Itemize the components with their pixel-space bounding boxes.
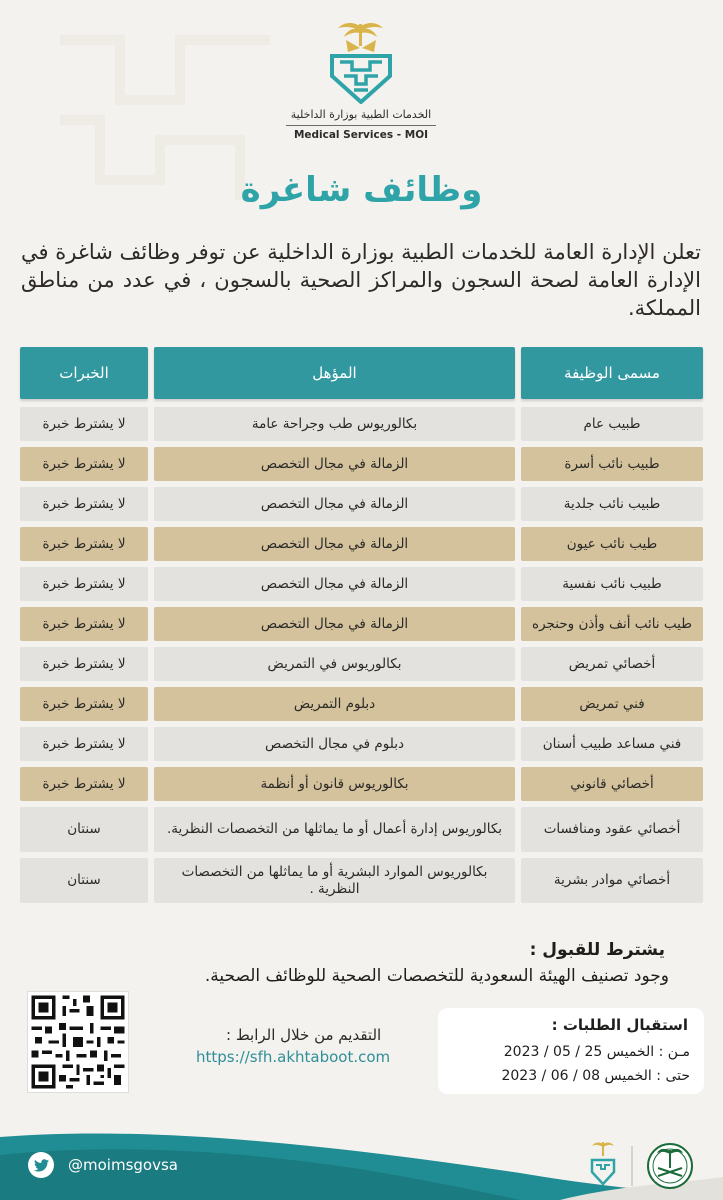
cell-qualification: دبلوم التمريض bbox=[154, 687, 515, 721]
cell-job: طبيب عام bbox=[521, 407, 703, 441]
cell-experience: لا يشترط خبرة bbox=[20, 647, 148, 681]
cell-experience: سنتان bbox=[20, 858, 148, 903]
header-logo bbox=[286, 18, 436, 141]
table-row bbox=[20, 447, 703, 481]
cell-job: طبيب نائب جلدية bbox=[521, 487, 703, 521]
logo-emblem-icon bbox=[326, 18, 396, 104]
cell-experience: لا يشترط خبرة bbox=[20, 607, 148, 641]
cell-job: فني مساعد طبيب أسنان bbox=[521, 727, 703, 761]
cell-qualification: بكالوريوس طب وجراحة عامة bbox=[154, 407, 515, 441]
cell-qualification: الزمالة في مجال التخصص bbox=[154, 487, 515, 521]
intro-paragraph: تعلن الإدارة العامة للخدمات الطبية بوزارة الداخلية عن توفر وظائف شاغرة في الإدارة العامة لصحة السجون والمراكز الصحية بالسجون ، في عدد من مناطق المملكة. bbox=[21, 240, 701, 320]
table-row bbox=[20, 647, 703, 681]
table-row bbox=[20, 687, 703, 721]
table-row bbox=[20, 567, 703, 601]
saudi-emblem-icon bbox=[648, 1144, 692, 1188]
footer-logos bbox=[590, 1138, 708, 1190]
application-dates-box bbox=[438, 1008, 704, 1094]
cell-qualification: بكالوريوس قانون أو أنظمة bbox=[154, 767, 515, 801]
cell-experience: لا يشترط خبرة bbox=[20, 727, 148, 761]
cell-experience: سنتان bbox=[20, 807, 148, 852]
table-row bbox=[20, 727, 703, 761]
cell-qualification: بكالوريوس الموارد البشرية أو ما يماثلها من التخصصات النظرية . bbox=[154, 858, 515, 903]
cell-experience: لا يشترط خبرة bbox=[20, 487, 148, 521]
cell-job: فني تمريض bbox=[521, 687, 703, 721]
apply-label: التقديم من خلال الرابط : bbox=[226, 1026, 382, 1044]
cell-qualification: الزمالة في مجال التخصص bbox=[154, 447, 515, 481]
twitter-handle-group[interactable] bbox=[28, 1152, 178, 1178]
date-from: مـن : الخميس 25 / 05 / 2023 bbox=[503, 1044, 690, 1060]
cell-experience: لا يشترط خبرة bbox=[20, 567, 148, 601]
apply-link[interactable]: https://sfh.akhtaboot.com bbox=[196, 1048, 391, 1066]
table-row bbox=[20, 607, 703, 641]
cell-qualification: الزمالة في مجال التخصص bbox=[154, 567, 515, 601]
logo-divider bbox=[286, 125, 436, 126]
cell-job: طبيب نائب أسرة bbox=[521, 447, 703, 481]
cell-job: طيب نائب عيون bbox=[521, 527, 703, 561]
cell-experience: لا يشترط خبرة bbox=[20, 767, 148, 801]
cell-job: طيب نائب أنف وأذن وحنجره bbox=[521, 607, 703, 641]
cell-experience: لا يشترط خبرة bbox=[20, 527, 148, 561]
table-row bbox=[20, 767, 703, 801]
logo-english-text: Medical Services - MOI bbox=[293, 129, 429, 141]
table-header bbox=[20, 347, 703, 399]
table-row bbox=[20, 487, 703, 521]
cell-experience: لا يشترط خبرة bbox=[20, 687, 148, 721]
table-row bbox=[20, 807, 703, 852]
header-experience: الخبرات bbox=[20, 347, 148, 399]
table-row bbox=[20, 527, 703, 561]
qr-code-icon[interactable] bbox=[27, 991, 129, 1093]
logo-emblem-icon bbox=[592, 1142, 614, 1184]
dates-title: استقبال الطلبات : bbox=[551, 1016, 688, 1034]
twitter-handle[interactable]: @moimsgovsa bbox=[68, 1156, 178, 1174]
cell-qualification: بكالوريوس في التمريض bbox=[154, 647, 515, 681]
date-to: حتى : الخميس 08 / 06 / 2023 bbox=[501, 1068, 690, 1084]
logo-arabic-text: الخدمات الطبية بوزارة الداخلية bbox=[290, 108, 432, 121]
table-row bbox=[20, 407, 703, 441]
conditions-text: وجود تصنيف الهيئة السعودية للتخصصات الصحية للوظائف الصحية. bbox=[204, 966, 669, 986]
table-row bbox=[20, 858, 703, 903]
cell-experience: لا يشترط خبرة bbox=[20, 407, 148, 441]
cell-qualification: بكالوريوس إدارة أعمال أو ما يماثلها من التخصصات النظرية. bbox=[154, 807, 515, 852]
jobs-table bbox=[20, 347, 703, 897]
header-qualification: المؤهل bbox=[154, 347, 515, 399]
cell-job: طبيب نائب نفسية bbox=[521, 567, 703, 601]
cell-job: أخصائي قانوني bbox=[521, 767, 703, 801]
twitter-icon[interactable] bbox=[28, 1152, 54, 1178]
cell-qualification: دبلوم في مجال التخصص bbox=[154, 727, 515, 761]
cell-job: أخصائي تمريض bbox=[521, 647, 703, 681]
header-job-title: مسمى الوظيفة bbox=[521, 347, 703, 399]
page-title: وظائف شاغرة bbox=[240, 170, 483, 210]
table-body bbox=[20, 407, 703, 909]
cell-experience: لا يشترط خبرة bbox=[20, 447, 148, 481]
cell-qualification: الزمالة في مجال التخصص bbox=[154, 607, 515, 641]
cell-job: أخصائي موادر بشرية bbox=[521, 858, 703, 903]
cell-qualification: الزمالة في مجال التخصص bbox=[154, 527, 515, 561]
conditions-title: يشترط للقبول : bbox=[529, 940, 665, 960]
cell-job: أخصائي عقود ومنافسات bbox=[521, 807, 703, 852]
